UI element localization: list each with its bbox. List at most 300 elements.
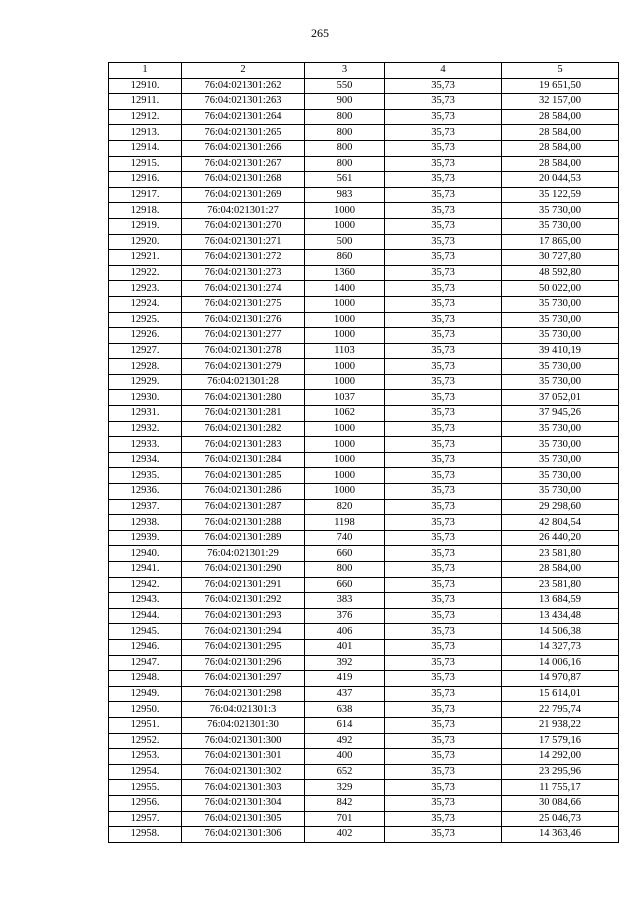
table-header-row — [109, 63, 619, 79]
table-row — [109, 296, 619, 312]
table-row — [109, 780, 619, 796]
table-cell: 842 — [305, 795, 385, 811]
table-cell: 12954. — [109, 764, 182, 780]
table-cell: 500 — [305, 234, 385, 250]
table-cell: 12946. — [109, 639, 182, 655]
table-cell: 860 — [305, 250, 385, 266]
table-cell: 1198 — [305, 515, 385, 531]
table-cell: 983 — [305, 187, 385, 203]
table-cell: 12943. — [109, 593, 182, 609]
table-cell: 35,73 — [385, 140, 502, 156]
table-row — [109, 374, 619, 390]
column-header: 3 — [305, 63, 385, 79]
table-cell: 76:04:021301:269 — [182, 187, 305, 203]
table-cell: 614 — [305, 717, 385, 733]
table-cell: 12948. — [109, 671, 182, 687]
table-cell: 35,73 — [385, 686, 502, 702]
table-cell: 12933. — [109, 437, 182, 453]
table-cell: 12916. — [109, 172, 182, 188]
table-cell: 21 938,22 — [502, 717, 619, 733]
table-cell: 23 295,96 — [502, 764, 619, 780]
table-cell: 76:04:021301:303 — [182, 780, 305, 796]
table-cell: 12928. — [109, 359, 182, 375]
table-row — [109, 546, 619, 562]
table-cell: 28 584,00 — [502, 156, 619, 172]
table-cell: 1000 — [305, 437, 385, 453]
table-cell: 76:04:021301:289 — [182, 530, 305, 546]
table-cell: 12914. — [109, 140, 182, 156]
table-cell: 76:04:021301:273 — [182, 265, 305, 281]
table-cell: 376 — [305, 608, 385, 624]
table-row — [109, 109, 619, 125]
table-cell: 660 — [305, 546, 385, 562]
table-cell: 1000 — [305, 452, 385, 468]
table-cell: 26 440,20 — [502, 530, 619, 546]
table-cell: 35,73 — [385, 655, 502, 671]
table-cell: 76:04:021301:279 — [182, 359, 305, 375]
table-row — [109, 562, 619, 578]
table-cell: 12939. — [109, 530, 182, 546]
table-cell: 12936. — [109, 484, 182, 500]
table-cell: 35,73 — [385, 639, 502, 655]
table-row — [109, 686, 619, 702]
table-cell: 12947. — [109, 655, 182, 671]
table-row — [109, 156, 619, 172]
table-cell: 14 292,00 — [502, 749, 619, 765]
table-cell: 400 — [305, 749, 385, 765]
table-cell: 11 755,17 — [502, 780, 619, 796]
table-cell: 76:04:021301:282 — [182, 421, 305, 437]
table-cell: 14 970,87 — [502, 671, 619, 687]
table-cell: 383 — [305, 593, 385, 609]
table-cell: 35,73 — [385, 421, 502, 437]
table-cell: 12937. — [109, 499, 182, 515]
table-cell: 30 727,80 — [502, 250, 619, 266]
table-row — [109, 359, 619, 375]
table-cell: 12919. — [109, 218, 182, 234]
table-cell: 12931. — [109, 406, 182, 422]
table-cell: 23 581,80 — [502, 546, 619, 562]
table-cell: 437 — [305, 686, 385, 702]
table-cell: 12932. — [109, 421, 182, 437]
table-cell: 12924. — [109, 296, 182, 312]
table-cell: 28 584,00 — [502, 140, 619, 156]
table-row — [109, 437, 619, 453]
table-cell: 406 — [305, 624, 385, 640]
table-cell: 35,73 — [385, 546, 502, 562]
table-cell: 35,73 — [385, 390, 502, 406]
table-row — [109, 140, 619, 156]
table-cell: 76:04:021301:287 — [182, 499, 305, 515]
table-cell: 1360 — [305, 265, 385, 281]
table-cell: 76:04:021301:302 — [182, 764, 305, 780]
table-cell: 12942. — [109, 577, 182, 593]
table-row — [109, 702, 619, 718]
table-cell: 701 — [305, 811, 385, 827]
table-cell: 1000 — [305, 203, 385, 219]
table-cell: 35,73 — [385, 328, 502, 344]
table-cell: 35,73 — [385, 343, 502, 359]
table-cell: 20 044,53 — [502, 172, 619, 188]
table-row — [109, 468, 619, 484]
table-row — [109, 499, 619, 515]
table-cell: 35,73 — [385, 764, 502, 780]
table-cell: 638 — [305, 702, 385, 718]
table-cell: 35,73 — [385, 218, 502, 234]
table-cell: 35,73 — [385, 265, 502, 281]
table-body — [109, 78, 619, 842]
table-cell: 35,73 — [385, 78, 502, 94]
table-cell: 76:04:021301:296 — [182, 655, 305, 671]
table-cell: 392 — [305, 655, 385, 671]
table-cell: 35,73 — [385, 452, 502, 468]
table-cell: 30 084,66 — [502, 795, 619, 811]
table-row — [109, 406, 619, 422]
table-row — [109, 94, 619, 110]
data-table — [108, 62, 619, 843]
table-cell: 19 651,50 — [502, 78, 619, 94]
table-cell: 12957. — [109, 811, 182, 827]
table-cell: 12958. — [109, 827, 182, 843]
table-cell: 76:04:021301:262 — [182, 78, 305, 94]
table-cell: 1400 — [305, 281, 385, 297]
table-cell: 800 — [305, 125, 385, 141]
table-cell: 12952. — [109, 733, 182, 749]
table-cell: 76:04:021301:283 — [182, 437, 305, 453]
table-row — [109, 265, 619, 281]
table-cell: 1000 — [305, 296, 385, 312]
table-cell: 35,73 — [385, 780, 502, 796]
table-row — [109, 343, 619, 359]
table-cell: 1000 — [305, 421, 385, 437]
table-cell: 13 434,48 — [502, 608, 619, 624]
table-cell: 76:04:021301:292 — [182, 593, 305, 609]
table-cell: 35,73 — [385, 468, 502, 484]
table-row — [109, 281, 619, 297]
table-cell: 800 — [305, 140, 385, 156]
table-cell: 12921. — [109, 250, 182, 266]
table-cell: 12953. — [109, 749, 182, 765]
table-cell: 35,73 — [385, 624, 502, 640]
table-cell: 76:04:021301:284 — [182, 452, 305, 468]
table-cell: 35 730,00 — [502, 203, 619, 219]
table-cell: 12944. — [109, 608, 182, 624]
table-row — [109, 234, 619, 250]
table-cell: 76:04:021301:298 — [182, 686, 305, 702]
table-cell: 35 122,59 — [502, 187, 619, 203]
table-row — [109, 811, 619, 827]
table-cell: 35,73 — [385, 156, 502, 172]
table-cell: 12915. — [109, 156, 182, 172]
table-cell: 76:04:021301:263 — [182, 94, 305, 110]
table-cell: 35,73 — [385, 172, 502, 188]
table-cell: 800 — [305, 156, 385, 172]
table-cell: 12925. — [109, 312, 182, 328]
table-cell: 14 506,38 — [502, 624, 619, 640]
table-cell: 35,73 — [385, 437, 502, 453]
table-cell: 25 046,73 — [502, 811, 619, 827]
column-header: 1 — [109, 63, 182, 79]
table-cell: 12910. — [109, 78, 182, 94]
table-cell: 35,73 — [385, 250, 502, 266]
table-cell: 35,73 — [385, 577, 502, 593]
table-row — [109, 125, 619, 141]
table-cell: 35,73 — [385, 608, 502, 624]
table-cell: 402 — [305, 827, 385, 843]
table-cell: 35 730,00 — [502, 437, 619, 453]
table-cell: 15 614,01 — [502, 686, 619, 702]
table-cell: 76:04:021301:265 — [182, 125, 305, 141]
table-cell: 35 730,00 — [502, 328, 619, 344]
table-cell: 12949. — [109, 686, 182, 702]
table-cell: 12917. — [109, 187, 182, 203]
table-cell: 35,73 — [385, 125, 502, 141]
table-cell: 76:04:021301:27 — [182, 203, 305, 219]
table-cell: 800 — [305, 562, 385, 578]
table-cell: 35 730,00 — [502, 374, 619, 390]
table-row — [109, 530, 619, 546]
table-cell: 35,73 — [385, 234, 502, 250]
table-cell: 550 — [305, 78, 385, 94]
table-cell: 1000 — [305, 359, 385, 375]
table-cell: 76:04:021301:300 — [182, 733, 305, 749]
table-cell: 76:04:021301:270 — [182, 218, 305, 234]
table-cell: 76:04:021301:267 — [182, 156, 305, 172]
table-row — [109, 624, 619, 640]
table-cell: 1103 — [305, 343, 385, 359]
table-row — [109, 593, 619, 609]
table-cell: 76:04:021301:272 — [182, 250, 305, 266]
table-cell: 35,73 — [385, 374, 502, 390]
table-cell: 12912. — [109, 109, 182, 125]
table-cell: 35,73 — [385, 671, 502, 687]
table-cell: 76:04:021301:286 — [182, 484, 305, 500]
table-cell: 76:04:021301:294 — [182, 624, 305, 640]
table-cell: 12934. — [109, 452, 182, 468]
table-cell: 35,73 — [385, 312, 502, 328]
table-cell: 1000 — [305, 484, 385, 500]
table-row — [109, 172, 619, 188]
column-header: 2 — [182, 63, 305, 79]
table-cell: 76:04:021301:288 — [182, 515, 305, 531]
table-cell: 76:04:021301:30 — [182, 717, 305, 733]
table-row — [109, 218, 619, 234]
table-cell: 50 022,00 — [502, 281, 619, 297]
table-cell: 12926. — [109, 328, 182, 344]
table-cell: 76:04:021301:281 — [182, 406, 305, 422]
table-cell: 76:04:021301:291 — [182, 577, 305, 593]
table-cell: 17 579,16 — [502, 733, 619, 749]
table-cell: 12951. — [109, 717, 182, 733]
table-row — [109, 795, 619, 811]
table-cell: 12929. — [109, 374, 182, 390]
table-cell: 35,73 — [385, 530, 502, 546]
table-cell: 12941. — [109, 562, 182, 578]
table-cell: 12920. — [109, 234, 182, 250]
table-cell: 76:04:021301:290 — [182, 562, 305, 578]
table-cell: 35,73 — [385, 562, 502, 578]
table-cell: 28 584,00 — [502, 562, 619, 578]
table-cell: 12927. — [109, 343, 182, 359]
table-row — [109, 639, 619, 655]
table-cell: 12913. — [109, 125, 182, 141]
table-row — [109, 203, 619, 219]
table-row — [109, 328, 619, 344]
table-cell: 1000 — [305, 312, 385, 328]
table-cell: 35,73 — [385, 296, 502, 312]
table-cell: 48 592,80 — [502, 265, 619, 281]
table-cell: 23 581,80 — [502, 577, 619, 593]
table-cell: 652 — [305, 764, 385, 780]
table-cell: 28 584,00 — [502, 109, 619, 125]
table-cell: 12922. — [109, 265, 182, 281]
table-cell: 76:04:021301:301 — [182, 749, 305, 765]
table-cell: 76:04:021301:277 — [182, 328, 305, 344]
table-row — [109, 187, 619, 203]
table-cell: 12935. — [109, 468, 182, 484]
table-cell: 35,73 — [385, 499, 502, 515]
table-cell: 14 006,16 — [502, 655, 619, 671]
table-row — [109, 515, 619, 531]
table-cell: 401 — [305, 639, 385, 655]
table-cell: 660 — [305, 577, 385, 593]
table-cell: 76:04:021301:29 — [182, 546, 305, 562]
table-cell: 35,73 — [385, 281, 502, 297]
table-row — [109, 749, 619, 765]
table-cell: 12923. — [109, 281, 182, 297]
table-cell: 12945. — [109, 624, 182, 640]
table-cell: 76:04:021301:304 — [182, 795, 305, 811]
page-number: 265 — [311, 26, 329, 40]
table-row — [109, 250, 619, 266]
table-cell: 76:04:021301:264 — [182, 109, 305, 125]
table-cell: 329 — [305, 780, 385, 796]
table-cell: 17 865,00 — [502, 234, 619, 250]
table-cell: 76:04:021301:297 — [182, 671, 305, 687]
table-cell: 35,73 — [385, 749, 502, 765]
table-cell: 35,73 — [385, 109, 502, 125]
table-cell: 76:04:021301:285 — [182, 468, 305, 484]
table-cell: 37 052,01 — [502, 390, 619, 406]
table-cell: 35 730,00 — [502, 312, 619, 328]
table-cell: 76:04:021301:306 — [182, 827, 305, 843]
table-row — [109, 655, 619, 671]
table-cell: 1000 — [305, 218, 385, 234]
table-cell: 12918. — [109, 203, 182, 219]
table-cell: 37 945,26 — [502, 406, 619, 422]
table-cell: 35,73 — [385, 702, 502, 718]
table-cell: 35,73 — [385, 203, 502, 219]
table-cell: 35,73 — [385, 406, 502, 422]
column-header: 4 — [385, 63, 502, 79]
table-cell: 35,73 — [385, 593, 502, 609]
table-cell: 12956. — [109, 795, 182, 811]
table-cell: 35 730,00 — [502, 452, 619, 468]
table-cell: 800 — [305, 109, 385, 125]
table-cell: 76:04:021301:275 — [182, 296, 305, 312]
table-cell: 76:04:021301:271 — [182, 234, 305, 250]
column-header: 5 — [502, 63, 619, 79]
table-cell: 35,73 — [385, 733, 502, 749]
table-cell: 12911. — [109, 94, 182, 110]
table-cell: 14 363,46 — [502, 827, 619, 843]
table-cell: 76:04:021301:266 — [182, 140, 305, 156]
table-cell: 76:04:021301:305 — [182, 811, 305, 827]
table-cell: 13 684,59 — [502, 593, 619, 609]
table-cell: 1000 — [305, 468, 385, 484]
table-cell: 35,73 — [385, 795, 502, 811]
table-cell: 35 730,00 — [502, 484, 619, 500]
table-cell: 35,73 — [385, 94, 502, 110]
table-cell: 35,73 — [385, 515, 502, 531]
table-row — [109, 484, 619, 500]
table-cell: 1037 — [305, 390, 385, 406]
table-row — [109, 608, 619, 624]
table-cell: 35 730,00 — [502, 421, 619, 437]
table-cell: 35,73 — [385, 359, 502, 375]
table-cell: 76:04:021301:280 — [182, 390, 305, 406]
table-cell: 12940. — [109, 546, 182, 562]
table-row — [109, 717, 619, 733]
table-cell: 820 — [305, 499, 385, 515]
table-row — [109, 577, 619, 593]
table-row — [109, 671, 619, 687]
table-cell: 76:04:021301:3 — [182, 702, 305, 718]
table-cell: 35 730,00 — [502, 218, 619, 234]
table-cell: 76:04:021301:28 — [182, 374, 305, 390]
table-cell: 14 327,73 — [502, 639, 619, 655]
table-cell: 12950. — [109, 702, 182, 718]
table-row — [109, 827, 619, 843]
table-cell: 39 410,19 — [502, 343, 619, 359]
table-cell: 35,73 — [385, 717, 502, 733]
table-row — [109, 452, 619, 468]
table-row — [109, 421, 619, 437]
table-cell: 12930. — [109, 390, 182, 406]
table-cell: 492 — [305, 733, 385, 749]
table-cell: 28 584,00 — [502, 125, 619, 141]
table-cell: 35,73 — [385, 187, 502, 203]
table-cell: 1000 — [305, 374, 385, 390]
table-cell: 35 730,00 — [502, 296, 619, 312]
table-cell: 35,73 — [385, 811, 502, 827]
table-row — [109, 312, 619, 328]
table-cell: 29 298,60 — [502, 499, 619, 515]
table-cell: 419 — [305, 671, 385, 687]
table-row — [109, 764, 619, 780]
table-cell: 42 804,54 — [502, 515, 619, 531]
table-cell: 1000 — [305, 328, 385, 344]
table-cell: 12938. — [109, 515, 182, 531]
table-cell: 22 795,74 — [502, 702, 619, 718]
table-cell: 76:04:021301:268 — [182, 172, 305, 188]
table-cell: 12955. — [109, 780, 182, 796]
table-cell: 76:04:021301:278 — [182, 343, 305, 359]
table-cell: 76:04:021301:274 — [182, 281, 305, 297]
table-cell: 76:04:021301:293 — [182, 608, 305, 624]
table-cell: 76:04:021301:295 — [182, 639, 305, 655]
table-cell: 740 — [305, 530, 385, 546]
table-cell: 35 730,00 — [502, 468, 619, 484]
table-cell: 35 730,00 — [502, 359, 619, 375]
table-cell: 1062 — [305, 406, 385, 422]
table-cell: 35,73 — [385, 484, 502, 500]
table-cell: 35,73 — [385, 827, 502, 843]
table-row — [109, 78, 619, 94]
table-cell: 76:04:021301:276 — [182, 312, 305, 328]
table-cell: 32 157,00 — [502, 94, 619, 110]
table-cell: 561 — [305, 172, 385, 188]
